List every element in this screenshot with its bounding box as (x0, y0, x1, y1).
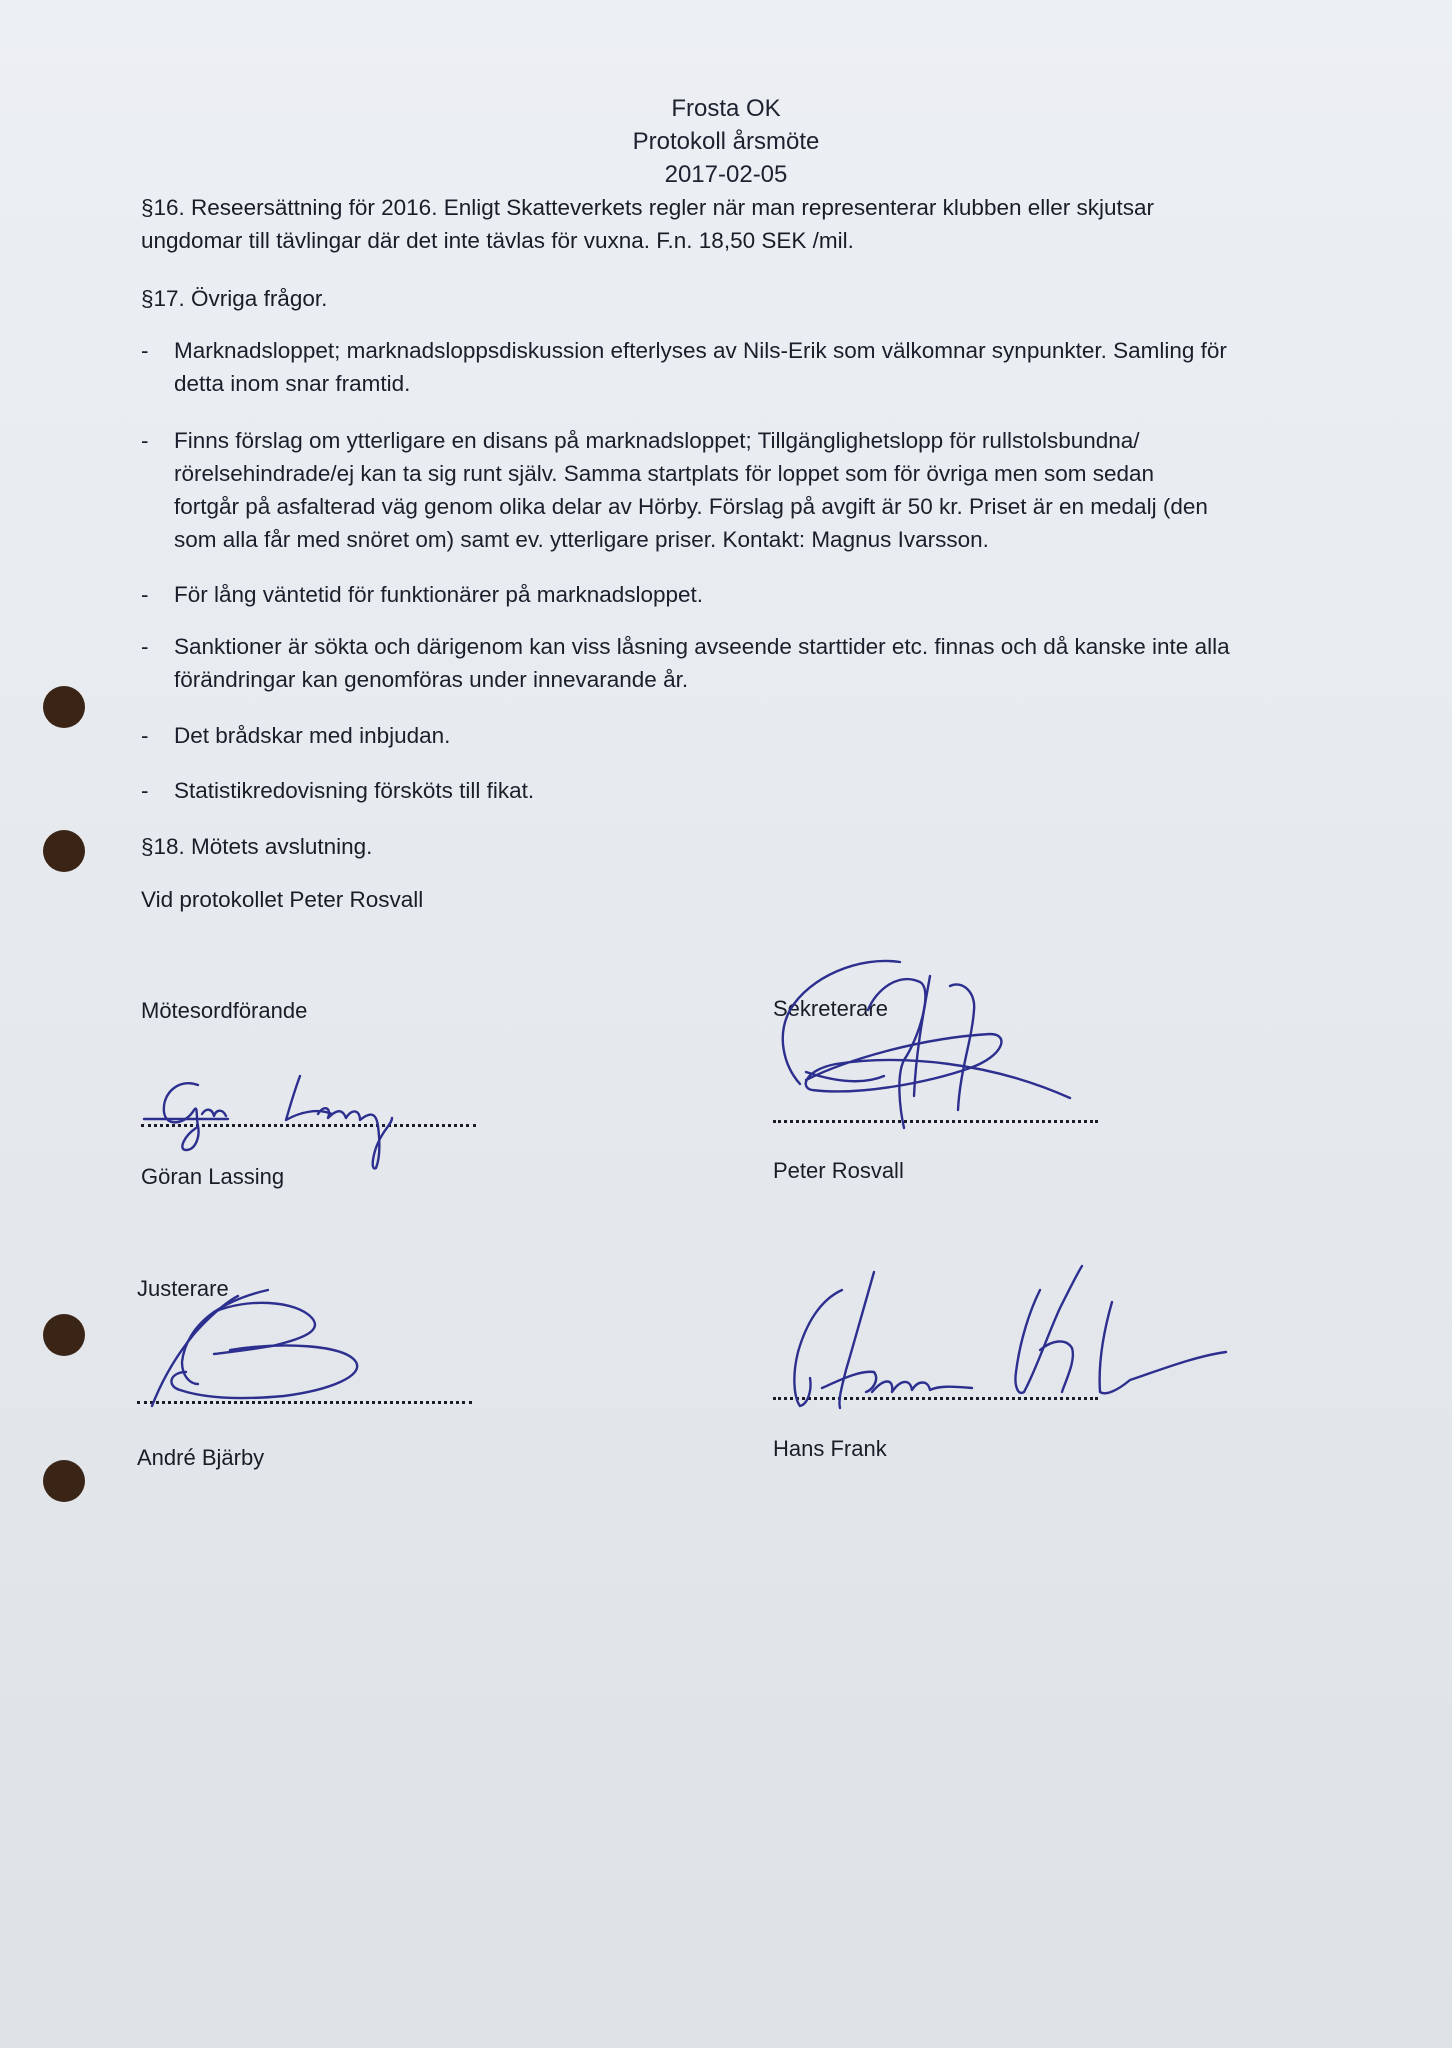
secretary-role-label: Sekreterare (773, 996, 888, 1021)
protocol-note: Vid protokollet Peter Rosvall (141, 887, 424, 912)
list-item-line: Det brådskar med inbjudan. (174, 723, 451, 748)
list-dash: - (141, 428, 149, 453)
chair-name: Göran Lassing (141, 1164, 285, 1189)
secretary-name: Peter Rosvall (773, 1158, 904, 1183)
list-item-line: Marknadsloppet; marknadsloppsdiskussion efterlyses av Nils-Erik som välkomnar synpunkter. Samling för (174, 338, 1227, 363)
list-dash: - (141, 634, 149, 659)
adjuster-role-label: Justerare (137, 1276, 229, 1301)
document-title: Protokoll årsmöte (632, 128, 820, 155)
chair-role-label: Mötesordförande (141, 998, 308, 1023)
list-item-line: Sanktioner är sökta och därigenom kan viss låsning avseende starttider etc. finnas och då kanske inte alla (174, 634, 1230, 659)
signature-goran-lassing (144, 1076, 392, 1168)
section-16-line: ungdomar till tävlingar där det inte tävlas för vuxna. F.n. 18,50 SEK /mil. (141, 228, 854, 253)
signature-andre-bjarby (152, 1290, 357, 1406)
list-item-line: detta inom snar framtid. (174, 371, 411, 396)
list-dash: - (141, 338, 149, 363)
list-dash: - (141, 723, 149, 748)
adjuster-name: André Bjärby (137, 1445, 265, 1470)
section-16-line: §16. Reseersättning för 2016. Enligt Skatteverkets regler när man representerar klubben eller skjutsar (141, 195, 1155, 220)
signature-peter-rosvall (783, 961, 1070, 1128)
list-dash: - (141, 582, 149, 607)
meeting-date: 2017-02-05 (664, 161, 788, 188)
list-dash: - (141, 778, 149, 803)
section-18-heading: §18. Mötets avslutning. (141, 834, 373, 859)
signature-hans-frank (794, 1266, 1226, 1408)
section-17-heading: §17. Övriga frågor. (141, 286, 328, 311)
organization-name: Frosta OK (671, 95, 781, 122)
list-item-line: Statistikredovisning försköts till fikat. (174, 778, 535, 803)
list-item-line: Finns förslag om ytterligare en disans på marknadsloppet; Tillgänglighetslopp för rullstolsbundna/ (174, 428, 1140, 453)
second-name: Hans Frank (773, 1436, 887, 1461)
list-item-line: förändringar kan genomföras under innevarande år. (174, 667, 689, 692)
list-item-line: fortgår på asfalterad väg genom olika delar av Hörby. Förslag på avgift är 50 kr. Priset är en medalj (den (174, 494, 1208, 519)
list-item-line: som alla får med snöret om) samt ev. ytterligare priser. Kontakt: Magnus Ivarsson. (174, 527, 989, 552)
list-item-line: För lång väntetid för funktionärer på marknadsloppet. (174, 582, 704, 607)
list-item-line: rörelsehindrade/ej kan ta sig runt själv. Samma startplats för loppet som för övriga men som sedan (174, 461, 1155, 486)
